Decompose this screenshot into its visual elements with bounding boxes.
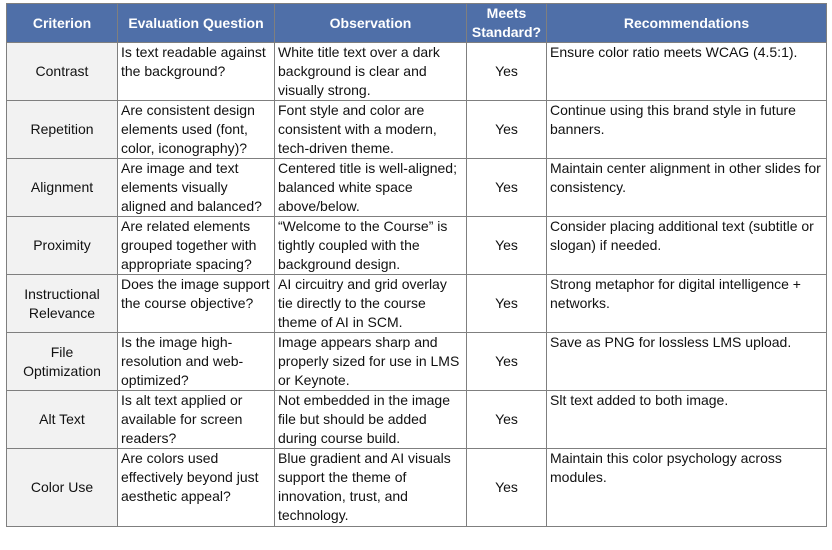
question-cell: Is the image high-resolution and web-optimized? — [118, 333, 275, 391]
table-row — [7, 159, 827, 217]
criterion-cell: Alt Text — [7, 391, 118, 449]
recommendation-cell: Maintain this color psychology across modules. — [547, 449, 827, 527]
table-row — [7, 217, 827, 275]
header-evaluation-question: Evaluation Question — [118, 4, 275, 43]
meets-standard-cell: Yes — [467, 217, 547, 275]
question-cell: Is alt text applied or available for screen readers? — [118, 391, 275, 449]
question-cell: Are image and text elements visually aligned and balanced? — [118, 159, 275, 217]
criterion-cell: Repetition — [7, 101, 118, 159]
observation-cell: “Welcome to the Course” is tightly coupled with the background design. — [275, 217, 467, 275]
header-observation: Observation — [275, 4, 467, 43]
evaluation-table-container — [6, 3, 827, 527]
header-criterion: Criterion — [7, 4, 118, 43]
recommendation-cell: Consider placing additional text (subtitle or slogan) if needed. — [547, 217, 827, 275]
observation-cell: Font style and color are consistent with a modern, tech-driven theme. — [275, 101, 467, 159]
meets-standard-cell: Yes — [467, 391, 547, 449]
table-row — [7, 333, 827, 391]
header-recommendations: Recommendations — [547, 4, 827, 43]
criterion-cell: Instructional Relevance — [7, 275, 118, 333]
evaluation-table — [6, 3, 827, 527]
criterion-cell: Alignment — [7, 159, 118, 217]
table-row — [7, 43, 827, 101]
recommendation-cell: Maintain center alignment in other slides for consistency. — [547, 159, 827, 217]
observation-cell: AI circuitry and grid overlay tie directly to the course theme of AI in SCM. — [275, 275, 467, 333]
meets-standard-cell: Yes — [467, 275, 547, 333]
table-row — [7, 275, 827, 333]
table-row — [7, 391, 827, 449]
meets-standard-cell: Yes — [467, 333, 547, 391]
question-cell: Are consistent design elements used (font, color, iconography)? — [118, 101, 275, 159]
question-cell: Is text readable against the background? — [118, 43, 275, 101]
table-row — [7, 101, 827, 159]
observation-cell: White title text over a dark background is clear and visually strong. — [275, 43, 467, 101]
meets-standard-cell: Yes — [467, 159, 547, 217]
recommendation-cell: Slt text added to both image. — [547, 391, 827, 449]
criterion-cell: Color Use — [7, 449, 118, 527]
header-meets-standard: Meets Standard? — [467, 4, 547, 43]
observation-cell: Centered title is well-aligned; balanced white space above/below. — [275, 159, 467, 217]
table-row — [7, 449, 827, 527]
criterion-cell: Contrast — [7, 43, 118, 101]
meets-standard-cell: Yes — [467, 449, 547, 527]
meets-standard-cell: Yes — [467, 43, 547, 101]
recommendation-cell: Ensure color ratio meets WCAG (4.5:1). — [547, 43, 827, 101]
observation-cell: Blue gradient and AI visuals support the theme of innovation, trust, and technology. — [275, 449, 467, 527]
observation-cell: Not embedded in the image file but should be added during course build. — [275, 391, 467, 449]
question-cell: Does the image support the course objective? — [118, 275, 275, 333]
observation-cell: Image appears sharp and properly sized for use in LMS or Keynote. — [275, 333, 467, 391]
question-cell: Are colors used effectively beyond just aesthetic appeal? — [118, 449, 275, 527]
recommendation-cell: Strong metaphor for digital intelligence + networks. — [547, 275, 827, 333]
meets-standard-cell: Yes — [467, 101, 547, 159]
table-header-row — [7, 4, 827, 43]
criterion-cell: Proximity — [7, 217, 118, 275]
recommendation-cell: Save as PNG for lossless LMS upload. — [547, 333, 827, 391]
recommendation-cell: Continue using this brand style in future banners. — [547, 101, 827, 159]
criterion-cell: File Optimization — [7, 333, 118, 391]
question-cell: Are related elements grouped together with appropriate spacing? — [118, 217, 275, 275]
